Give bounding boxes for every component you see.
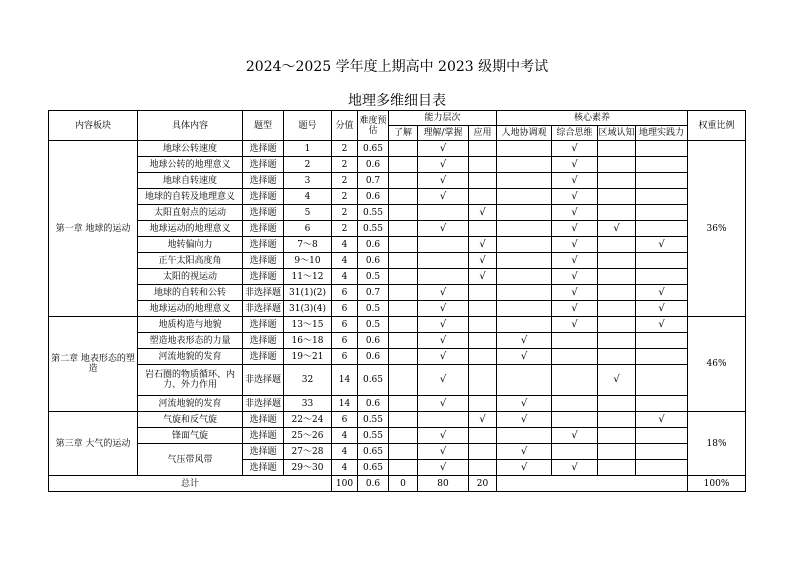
mark-cell <box>497 428 552 444</box>
header-literacy-sub: 人地协调观 <box>497 126 552 141</box>
mark-cell: √ <box>552 173 598 189</box>
total-ability: 20 <box>469 476 497 492</box>
number-cell: 25～26 <box>284 428 332 444</box>
mark-cell <box>552 396 598 412</box>
type-cell: 选择题 <box>243 205 284 221</box>
mark-cell <box>636 141 688 157</box>
mark-cell: √ <box>636 301 688 317</box>
content-cell: 岩石圈的物质循环、内力、外力作用 <box>138 365 243 396</box>
mark-cell: √ <box>636 317 688 333</box>
mark-cell <box>389 253 418 269</box>
table-row <box>49 428 746 444</box>
header-row-1 <box>49 111 746 126</box>
mark-cell <box>598 444 636 460</box>
mark-cell <box>636 333 688 349</box>
table-row <box>49 317 746 333</box>
mark-cell: √ <box>418 396 469 412</box>
mark-cell: √ <box>552 237 598 253</box>
mark-cell <box>418 269 469 285</box>
score-cell: 2 <box>332 173 358 189</box>
table-row <box>49 157 746 173</box>
difficulty-cell: 0.55 <box>358 205 389 221</box>
header-ability-sub: 应用 <box>469 126 497 141</box>
mark-cell <box>636 428 688 444</box>
number-cell: 1 <box>284 141 332 157</box>
number-cell: 22～24 <box>284 412 332 428</box>
mark-cell <box>598 460 636 476</box>
score-cell: 6 <box>332 301 358 317</box>
header-literacy-sub: 综合思维 <box>552 126 598 141</box>
mark-cell <box>598 173 636 189</box>
mark-cell <box>418 237 469 253</box>
type-cell: 选择题 <box>243 412 284 428</box>
difficulty-cell: 0.55 <box>358 412 389 428</box>
mark-cell <box>389 141 418 157</box>
mark-cell: √ <box>552 253 598 269</box>
mark-cell: √ <box>552 428 598 444</box>
header-ability-sub: 了解 <box>389 126 418 141</box>
mark-cell <box>389 221 418 237</box>
score-cell: 4 <box>332 460 358 476</box>
number-cell: 5 <box>284 205 332 221</box>
mark-cell <box>636 444 688 460</box>
type-cell: 选择题 <box>243 253 284 269</box>
type-cell: 选择题 <box>243 173 284 189</box>
mark-cell: √ <box>418 444 469 460</box>
mark-cell <box>552 349 598 365</box>
mark-cell: √ <box>552 460 598 476</box>
mark-cell <box>497 157 552 173</box>
mark-cell <box>636 365 688 396</box>
mark-cell: √ <box>552 285 598 301</box>
weight-cell: 36% <box>688 141 746 317</box>
score-cell: 6 <box>332 333 358 349</box>
content-cell: 正午太阳高度角 <box>138 253 243 269</box>
difficulty-cell: 0.65 <box>358 444 389 460</box>
mark-cell: √ <box>418 317 469 333</box>
score-cell: 6 <box>332 349 358 365</box>
header-difficulty: 难度预估 <box>358 111 389 141</box>
header-weight: 权重比例 <box>688 111 746 141</box>
score-cell: 6 <box>332 317 358 333</box>
number-cell: 9～10 <box>284 253 332 269</box>
mark-cell <box>598 412 636 428</box>
chapter-name: 第三章 大气的运动 <box>49 412 138 476</box>
mark-cell <box>636 349 688 365</box>
mark-cell <box>497 173 552 189</box>
number-cell: 11～12 <box>284 269 332 285</box>
mark-cell <box>636 221 688 237</box>
mark-cell <box>598 396 636 412</box>
difficulty-cell: 0.6 <box>358 189 389 205</box>
score-cell: 2 <box>332 189 358 205</box>
type-cell: 选择题 <box>243 333 284 349</box>
mark-cell <box>636 269 688 285</box>
table-row <box>49 285 746 301</box>
difficulty-cell: 0.5 <box>358 301 389 317</box>
content-cell: 锋面气旋 <box>138 428 243 444</box>
mark-cell: √ <box>497 460 552 476</box>
score-cell: 4 <box>332 269 358 285</box>
content-cell: 地球公转的地理意义 <box>138 157 243 173</box>
number-cell: 31(1)(2) <box>284 285 332 301</box>
difficulty-cell: 0.65 <box>358 460 389 476</box>
mark-cell <box>469 285 497 301</box>
table-row <box>49 173 746 189</box>
table-row <box>49 365 746 396</box>
type-cell: 选择题 <box>243 141 284 157</box>
mark-cell <box>389 428 418 444</box>
mark-cell: √ <box>418 221 469 237</box>
mark-cell <box>497 237 552 253</box>
mark-cell <box>598 237 636 253</box>
difficulty-cell: 0.6 <box>358 157 389 173</box>
type-cell: 非选择题 <box>243 396 284 412</box>
mark-cell <box>636 205 688 221</box>
table-row <box>49 221 746 237</box>
mark-cell <box>636 157 688 173</box>
mark-cell: √ <box>636 285 688 301</box>
difficulty-cell: 0.7 <box>358 285 389 301</box>
type-cell: 选择题 <box>243 428 284 444</box>
mark-cell: √ <box>552 141 598 157</box>
mark-cell: √ <box>636 237 688 253</box>
header-number: 题号 <box>284 111 332 141</box>
score-cell: 4 <box>332 237 358 253</box>
mark-cell <box>552 365 598 396</box>
difficulty-cell: 0.6 <box>358 349 389 365</box>
mark-cell: √ <box>552 301 598 317</box>
mark-cell <box>418 253 469 269</box>
mark-cell: √ <box>636 412 688 428</box>
score-cell: 4 <box>332 428 358 444</box>
header-content: 具体内容 <box>138 111 243 141</box>
content-cell: 地球自转速度 <box>138 173 243 189</box>
content-cell: 河流地貌的发育 <box>138 396 243 412</box>
mark-cell: √ <box>418 189 469 205</box>
content-cell: 太阳的视运动 <box>138 269 243 285</box>
score-cell: 4 <box>332 253 358 269</box>
score-cell: 2 <box>332 141 358 157</box>
mark-cell <box>469 428 497 444</box>
mark-cell <box>598 301 636 317</box>
difficulty-cell: 0.6 <box>358 253 389 269</box>
type-cell: 选择题 <box>243 444 284 460</box>
difficulty-cell: 0.7 <box>358 173 389 189</box>
mark-cell <box>598 269 636 285</box>
mark-cell <box>497 205 552 221</box>
number-cell: 4 <box>284 189 332 205</box>
mark-cell <box>469 157 497 173</box>
header-literacy-sub: 地理实践力 <box>636 126 688 141</box>
difficulty-cell: 0.55 <box>358 221 389 237</box>
content-cell: 地球的自转及地理意义 <box>138 189 243 205</box>
content-cell: 气压带风带 <box>138 444 243 476</box>
total-literacy-empty <box>497 476 688 492</box>
mark-cell <box>497 301 552 317</box>
total-difficulty: 0.6 <box>358 476 389 492</box>
mark-cell: √ <box>418 157 469 173</box>
mark-cell: √ <box>497 444 552 460</box>
table-row <box>49 237 746 253</box>
table-row <box>49 253 746 269</box>
number-cell: 33 <box>284 396 332 412</box>
mark-cell: √ <box>418 428 469 444</box>
mark-cell: √ <box>552 221 598 237</box>
score-cell: 14 <box>332 396 358 412</box>
mark-cell <box>497 317 552 333</box>
mark-cell <box>497 189 552 205</box>
mark-cell <box>469 444 497 460</box>
mark-cell <box>389 269 418 285</box>
mark-cell <box>598 253 636 269</box>
mark-cell: √ <box>552 317 598 333</box>
mark-cell: √ <box>418 285 469 301</box>
difficulty-cell: 0.6 <box>358 237 389 253</box>
mark-cell <box>497 141 552 157</box>
score-cell: 6 <box>332 285 358 301</box>
mark-cell: √ <box>497 396 552 412</box>
weight-cell: 18% <box>688 412 746 476</box>
type-cell: 选择题 <box>243 189 284 205</box>
total-ability: 0 <box>389 476 418 492</box>
mark-cell: √ <box>469 412 497 428</box>
table-row <box>49 269 746 285</box>
number-cell: 16～18 <box>284 333 332 349</box>
content-cell: 气旋和反气旋 <box>138 412 243 428</box>
number-cell: 19～21 <box>284 349 332 365</box>
table-row <box>49 141 746 157</box>
mark-cell: √ <box>552 269 598 285</box>
table-row <box>49 205 746 221</box>
mark-cell: √ <box>418 460 469 476</box>
content-cell: 地转偏向力 <box>138 237 243 253</box>
mark-cell <box>598 205 636 221</box>
difficulty-cell: 0.6 <box>358 333 389 349</box>
mark-cell: √ <box>418 173 469 189</box>
difficulty-cell: 0.5 <box>358 317 389 333</box>
mark-cell <box>389 205 418 221</box>
content-cell: 地球运动的地理意义 <box>138 221 243 237</box>
mark-cell <box>469 141 497 157</box>
header-literacy-sub: 区域认知 <box>598 126 636 141</box>
mark-cell: √ <box>418 349 469 365</box>
mark-cell <box>389 173 418 189</box>
content-cell: 塑造地表形态的力量 <box>138 333 243 349</box>
mark-cell <box>469 460 497 476</box>
type-cell: 选择题 <box>243 460 284 476</box>
mark-cell <box>469 221 497 237</box>
content-cell: 地球运动的地理意义 <box>138 301 243 317</box>
type-cell: 非选择题 <box>243 365 284 396</box>
difficulty-cell: 0.65 <box>358 141 389 157</box>
table-row <box>49 189 746 205</box>
chapter-name: 第二章 地表形态的塑造 <box>49 317 138 412</box>
mark-cell <box>389 444 418 460</box>
number-cell: 2 <box>284 157 332 173</box>
difficulty-cell: 0.65 <box>358 365 389 396</box>
score-cell: 2 <box>332 221 358 237</box>
mark-cell <box>598 349 636 365</box>
total-ability: 80 <box>418 476 469 492</box>
mark-cell <box>497 221 552 237</box>
total-score: 100 <box>332 476 358 492</box>
mark-cell: √ <box>598 221 636 237</box>
mark-cell: √ <box>497 333 552 349</box>
score-cell: 2 <box>332 205 358 221</box>
content-cell: 地质构造与地貌 <box>138 317 243 333</box>
type-cell: 选择题 <box>243 317 284 333</box>
document-subtitle: 地理多维细目表 <box>348 93 446 109</box>
mark-cell <box>389 333 418 349</box>
mark-cell <box>636 460 688 476</box>
mark-cell <box>497 285 552 301</box>
score-cell: 2 <box>332 157 358 173</box>
mark-cell <box>469 189 497 205</box>
mark-cell <box>636 173 688 189</box>
content-cell: 地球的自转和公转 <box>138 285 243 301</box>
mark-cell: √ <box>469 205 497 221</box>
mark-cell: √ <box>418 365 469 396</box>
mark-cell <box>497 253 552 269</box>
total-row <box>49 476 746 492</box>
table-row <box>49 412 746 428</box>
table-row <box>49 349 746 365</box>
mark-cell: √ <box>497 412 552 428</box>
mark-cell <box>497 269 552 285</box>
mark-cell <box>552 444 598 460</box>
mark-cell <box>598 317 636 333</box>
number-cell: 29～30 <box>284 460 332 476</box>
number-cell: 31(3)(4) <box>284 301 332 317</box>
mark-cell <box>598 428 636 444</box>
header-literacy: 核心素养 <box>497 111 688 126</box>
type-cell: 选择题 <box>243 237 284 253</box>
mark-cell <box>469 365 497 396</box>
mark-cell <box>389 301 418 317</box>
type-cell: 选择题 <box>243 269 284 285</box>
number-cell: 32 <box>284 365 332 396</box>
mark-cell <box>389 349 418 365</box>
mark-cell <box>389 189 418 205</box>
type-cell: 选择题 <box>243 349 284 365</box>
header-ability-sub: 理解/掌握 <box>418 126 469 141</box>
mark-cell <box>389 396 418 412</box>
mark-cell: √ <box>497 349 552 365</box>
mark-cell <box>389 412 418 428</box>
header-ability: 能力层次 <box>389 111 497 126</box>
mark-cell <box>469 396 497 412</box>
mark-cell <box>469 317 497 333</box>
specification-table <box>48 110 746 492</box>
mark-cell <box>552 412 598 428</box>
mark-cell <box>469 349 497 365</box>
mark-cell <box>636 396 688 412</box>
mark-cell <box>389 365 418 396</box>
difficulty-cell: 0.55 <box>358 428 389 444</box>
mark-cell: √ <box>469 237 497 253</box>
type-cell: 非选择题 <box>243 285 284 301</box>
table-row <box>49 333 746 349</box>
mark-cell: √ <box>469 253 497 269</box>
content-cell: 河流地貌的发育 <box>138 349 243 365</box>
mark-cell <box>598 157 636 173</box>
type-cell: 非选择题 <box>243 301 284 317</box>
score-cell: 4 <box>332 444 358 460</box>
mark-cell <box>598 333 636 349</box>
mark-cell <box>636 253 688 269</box>
content-cell: 地球公转速度 <box>138 141 243 157</box>
difficulty-cell: 0.6 <box>358 396 389 412</box>
header-module: 内容板块 <box>49 111 138 141</box>
mark-cell: √ <box>598 365 636 396</box>
table-row <box>49 396 746 412</box>
type-cell: 选择题 <box>243 221 284 237</box>
mark-cell: √ <box>552 189 598 205</box>
number-cell: 27～28 <box>284 444 332 460</box>
score-cell: 6 <box>332 412 358 428</box>
type-cell: 选择题 <box>243 157 284 173</box>
mark-cell <box>497 365 552 396</box>
difficulty-cell: 0.5 <box>358 269 389 285</box>
chapter-name: 第一章 地球的运动 <box>49 141 138 317</box>
mark-cell <box>389 157 418 173</box>
total-label: 总计 <box>49 476 332 492</box>
number-cell: 6 <box>284 221 332 237</box>
mark-cell <box>389 285 418 301</box>
mark-cell: √ <box>418 141 469 157</box>
total-weight: 100% <box>688 476 746 492</box>
number-cell: 3 <box>284 173 332 189</box>
mark-cell: √ <box>418 333 469 349</box>
header-type: 题型 <box>243 111 284 141</box>
mark-cell <box>389 460 418 476</box>
mark-cell <box>598 141 636 157</box>
score-cell: 14 <box>332 365 358 396</box>
mark-cell <box>636 189 688 205</box>
document-title: 2024～2025 学年度上期高中 2023 级期中考试 <box>245 59 549 75</box>
table-row <box>49 444 746 460</box>
mark-cell <box>469 301 497 317</box>
mark-cell <box>469 173 497 189</box>
mark-cell: √ <box>552 205 598 221</box>
table-row <box>49 301 746 317</box>
number-cell: 7～8 <box>284 237 332 253</box>
mark-cell <box>418 205 469 221</box>
content-cell: 太阳直射点的运动 <box>138 205 243 221</box>
mark-cell: √ <box>552 157 598 173</box>
weight-cell: 46% <box>688 317 746 412</box>
mark-cell: √ <box>469 269 497 285</box>
mark-cell <box>389 317 418 333</box>
number-cell: 13～15 <box>284 317 332 333</box>
header-score: 分值 <box>332 111 358 141</box>
mark-cell <box>598 189 636 205</box>
mark-cell <box>552 333 598 349</box>
mark-cell: √ <box>418 301 469 317</box>
mark-cell <box>389 237 418 253</box>
mark-cell <box>469 333 497 349</box>
mark-cell <box>418 412 469 428</box>
mark-cell <box>598 285 636 301</box>
